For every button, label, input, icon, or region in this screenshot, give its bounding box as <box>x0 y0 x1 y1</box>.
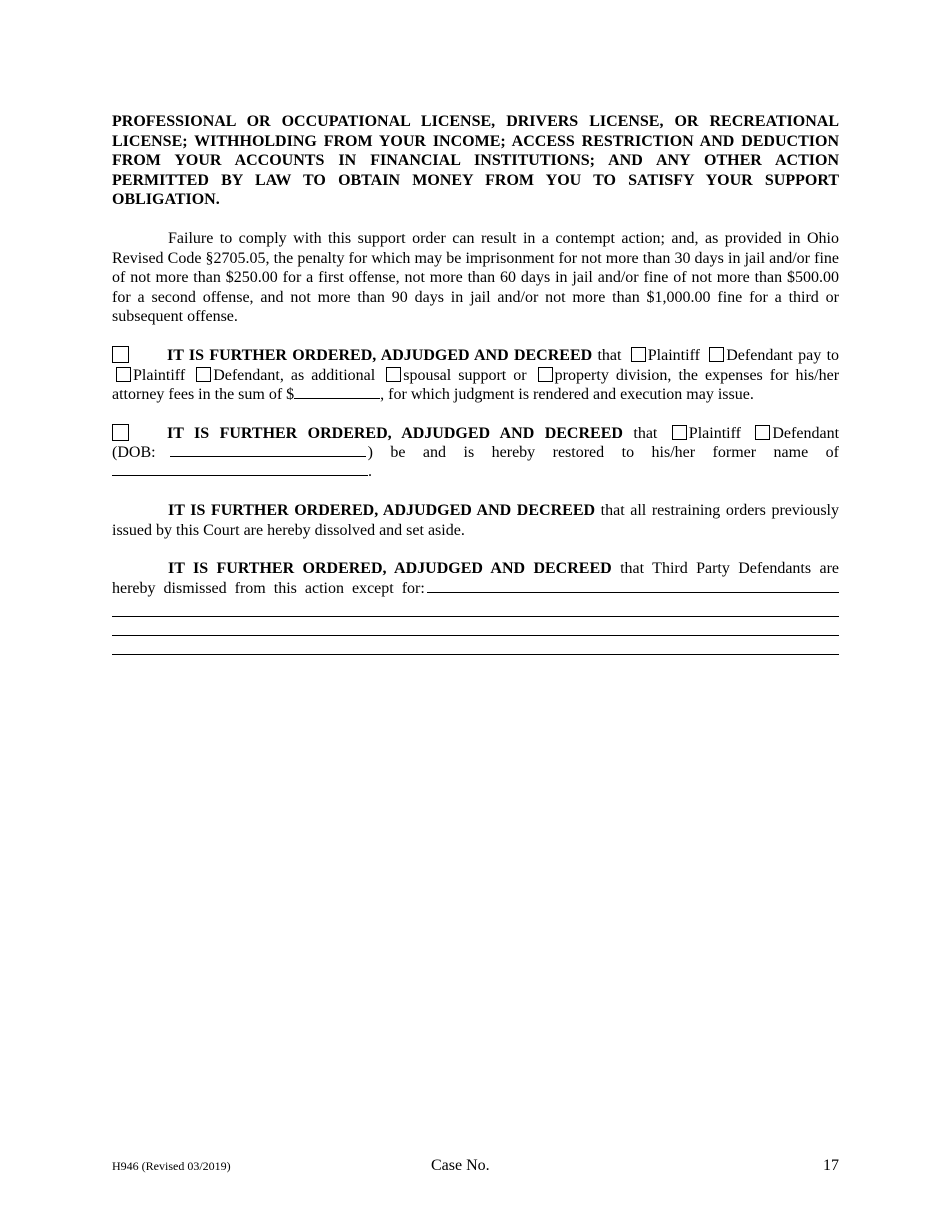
spousal-support-label: spousal support or <box>403 366 527 384</box>
payer-plaintiff-label: Plaintiff <box>647 346 700 364</box>
decree-phrase: IT IS FURTHER ORDERED, ADJUDGED AND DECREED <box>168 560 612 578</box>
third-party-text-1: that Third Party Defendants are <box>620 560 840 578</box>
exceptions-field-line-2[interactable] <box>112 598 839 617</box>
form-id: H946 (Revised 03/2019) <box>112 1159 231 1173</box>
support-warning: PROFESSIONAL OR OCCUPATIONAL LICENSE, DRIVERS LICENSE, OR RECREATIONAL LICENSE; WITHHOLDING FROM YOUR INCOME; ACCESS RESTRICTION AND DEDUCTION FROM YOUR ACCOUNTS IN FINANCIAL INSTITUTIONS; AND ANY OTHER ACTION PERMITTED BY LAW TO OBTAIN MONEY FROM YOU TO SATISFY YOUR SUPPORT OBLIGATION. <box>112 113 839 209</box>
restored-plaintiff-checkbox[interactable] <box>672 425 687 440</box>
exceptions-field-line-4[interactable] <box>112 636 839 655</box>
restored-text: ) be and is hereby restored to his/her former name of <box>367 444 839 462</box>
property-division-checkbox[interactable] <box>538 367 553 382</box>
restored-plaintiff-label: Plaintiff <box>688 424 741 442</box>
third-party-order <box>112 559 839 655</box>
payer-plaintiff-checkbox[interactable] <box>631 347 646 362</box>
attorney-fees-order <box>112 346 839 405</box>
former-name-field[interactable] <box>112 462 368 476</box>
name-restoration-order <box>112 424 839 482</box>
attorney-fees-amount-field[interactable] <box>294 385 380 399</box>
that-word: that <box>633 424 658 442</box>
spousal-support-checkbox[interactable] <box>386 367 401 382</box>
decree-phrase: IT IS FURTHER ORDERED, ADJUDGED AND DECREED <box>167 424 623 442</box>
case-number-label: Case No. <box>431 1157 490 1174</box>
restraining-orders-order <box>112 501 839 540</box>
name-restoration-checkbox[interactable] <box>112 424 129 441</box>
dob-field[interactable] <box>170 443 366 457</box>
restored-defendant-checkbox[interactable] <box>755 425 770 440</box>
attorney-fees-checkbox[interactable] <box>112 346 129 363</box>
page-footer <box>112 1157 839 1177</box>
payee-plaintiff-label: Plaintiff <box>133 366 186 384</box>
pay-to-label: pay to <box>798 346 840 364</box>
payer-defendant-label: Defendant <box>726 346 793 364</box>
page-number: 17 <box>823 1157 839 1174</box>
payer-defendant-checkbox[interactable] <box>709 347 724 362</box>
payee-defendant-label: Defendant, as additional <box>213 366 376 384</box>
exceptions-field-line-1[interactable] <box>427 579 839 593</box>
payee-defendant-checkbox[interactable] <box>196 367 211 382</box>
that-word: that <box>597 346 622 364</box>
decree-phrase: IT IS FURTHER ORDERED, ADJUDGED AND DECREED <box>168 501 596 519</box>
payee-plaintiff-checkbox[interactable] <box>116 367 131 382</box>
document-body <box>112 112 839 655</box>
third-party-text-2: hereby dismissed from this action except for: <box>112 579 425 597</box>
exceptions-field-line-3[interactable] <box>112 617 839 636</box>
dob-label: (DOB: <box>112 444 156 462</box>
judgment-text: , for which judgment is rendered and execution may issue. <box>380 386 754 404</box>
restored-defendant-label: Defendant <box>772 424 840 442</box>
contempt-notice: Failure to comply with this support order can result in a contempt action; and, as provided in Ohio Revised Code §2705.05, the penalty for which may be imprisonment for not more than 30 days in jail and/or fine of not more than $250.00 for a first offense, not more than 60 days in jail and/or fine of not more than $500.00 for a second offense, and not more than 90 days in jail and/or not more than $1,000.00 fine for a third or subsequent offense. <box>112 229 839 326</box>
period: . <box>368 463 372 481</box>
property-division-label: property division, the expenses for his/her attorney fees in the sum of $ <box>112 366 840 404</box>
restraining-orders-text: that all restraining orders previously issued by this Court are hereby dissolved and set aside. <box>112 501 840 539</box>
decree-phrase: IT IS FURTHER ORDERED, ADJUDGED AND DECREED <box>167 346 593 364</box>
